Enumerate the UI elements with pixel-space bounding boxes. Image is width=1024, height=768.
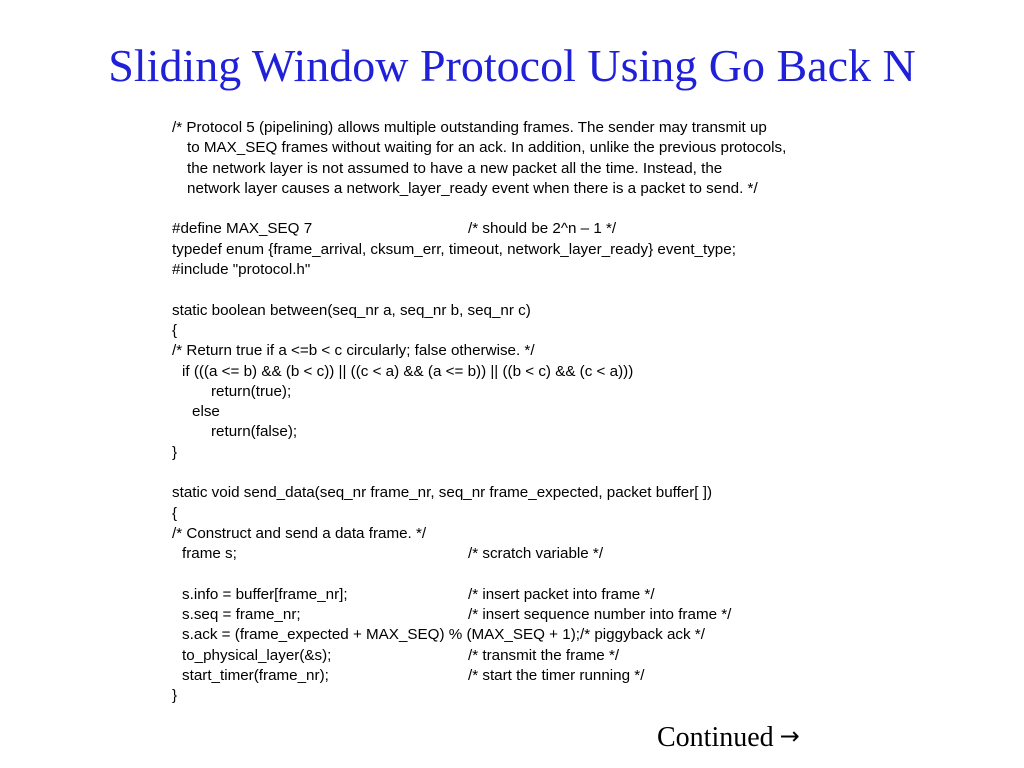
code-comment: /* scratch variable */ — [468, 545, 604, 563]
code-comment: /* transmit the frame */ — [468, 646, 620, 664]
code-comment: /* insert sequence number into frame */ — [468, 606, 732, 624]
code-listing — [172, 118, 992, 707]
code-line — [172, 605, 992, 625]
code-line — [172, 585, 992, 605]
code-text: } — [172, 687, 178, 705]
code-text: /* Construct and send a data frame. */ — [172, 524, 427, 542]
code-text: else — [192, 403, 220, 421]
code-line — [172, 240, 992, 260]
code-text: /* Protocol 5 (pipelining) allows multiple outstanding frames. The sender may transmit up — [172, 119, 767, 136]
code-line — [172, 483, 992, 503]
code-line — [172, 443, 992, 463]
code-line — [172, 646, 992, 666]
code-line — [172, 301, 992, 321]
code-text: s.seq = frame_nr; — [182, 606, 301, 624]
code-text: typedef enum {frame_arrival, cksum_err, timeout, network_layer_ready} event_type; — [172, 240, 736, 258]
code-line — [172, 382, 992, 402]
code-line — [172, 686, 992, 706]
blank-line — [172, 565, 992, 585]
code-text: s.ack = (frame_expected + MAX_SEQ) % (MAX_SEQ + 1);/* piggyback ack */ — [182, 626, 705, 644]
code-line — [172, 219, 992, 239]
code-line — [172, 625, 992, 645]
code-text: the network layer is not assumed to have a new packet all the time. Instead, the — [187, 159, 723, 177]
code-text: { — [172, 321, 178, 339]
code-text: return(false); — [211, 423, 298, 441]
code-line — [172, 422, 992, 442]
code-line — [172, 402, 992, 422]
code-text: to MAX_SEQ frames without waiting for an ack. In addition, unlike the previous protocols, — [187, 139, 787, 157]
code-text: static void send_data(seq_nr frame_nr, seq_nr frame_expected, packet buffer[ ]) — [172, 484, 713, 502]
code-line — [172, 524, 992, 544]
code-text: if (((a <= b) && (b < c)) || ((c < a) && (a <= b)) || ((b < c) && (c < a))) — [182, 362, 634, 380]
code-text: { — [172, 504, 178, 522]
code-line — [172, 544, 992, 564]
code-line — [172, 118, 992, 138]
continued-label: Continued — [657, 722, 774, 753]
blank-line — [172, 199, 992, 219]
code-line — [172, 321, 992, 341]
blank-line — [172, 463, 992, 483]
code-comment: /* insert packet into frame */ — [468, 585, 655, 603]
code-text: frame s; — [182, 545, 237, 563]
code-line — [172, 666, 992, 686]
code-line — [172, 504, 992, 524]
code-text: s.info = buffer[frame_nr]; — [182, 585, 348, 603]
code-text: #include "protocol.h" — [172, 261, 311, 279]
code-line — [172, 138, 992, 158]
code-line — [172, 179, 992, 199]
continued-link[interactable] — [657, 720, 800, 756]
code-text: } — [172, 443, 178, 461]
code-line — [172, 260, 992, 280]
code-line — [172, 362, 992, 382]
code-comment: /* should be 2^n – 1 */ — [468, 220, 617, 238]
code-text: return(true); — [211, 382, 292, 400]
code-text: to_physical_layer(&s); — [182, 646, 332, 664]
slide-title: Sliding Window Protocol Using Go Back N — [108, 40, 916, 91]
blank-line — [172, 280, 992, 300]
code-text: /* Return true if a <=b < c circularly; false otherwise. */ — [172, 342, 535, 360]
code-text: network layer causes a network_layer_ready event when there is a packet to send. */ — [187, 179, 758, 197]
code-text: #define MAX_SEQ 7 — [172, 220, 313, 238]
code-line — [172, 159, 992, 179]
right-arrow-icon: → — [779, 722, 800, 750]
code-text: static boolean between(seq_nr a, seq_nr b, seq_nr c) — [172, 301, 531, 319]
code-comment: /* start the timer running */ — [468, 667, 645, 685]
code-line — [172, 341, 992, 361]
code-text: start_timer(frame_nr); — [182, 667, 329, 685]
